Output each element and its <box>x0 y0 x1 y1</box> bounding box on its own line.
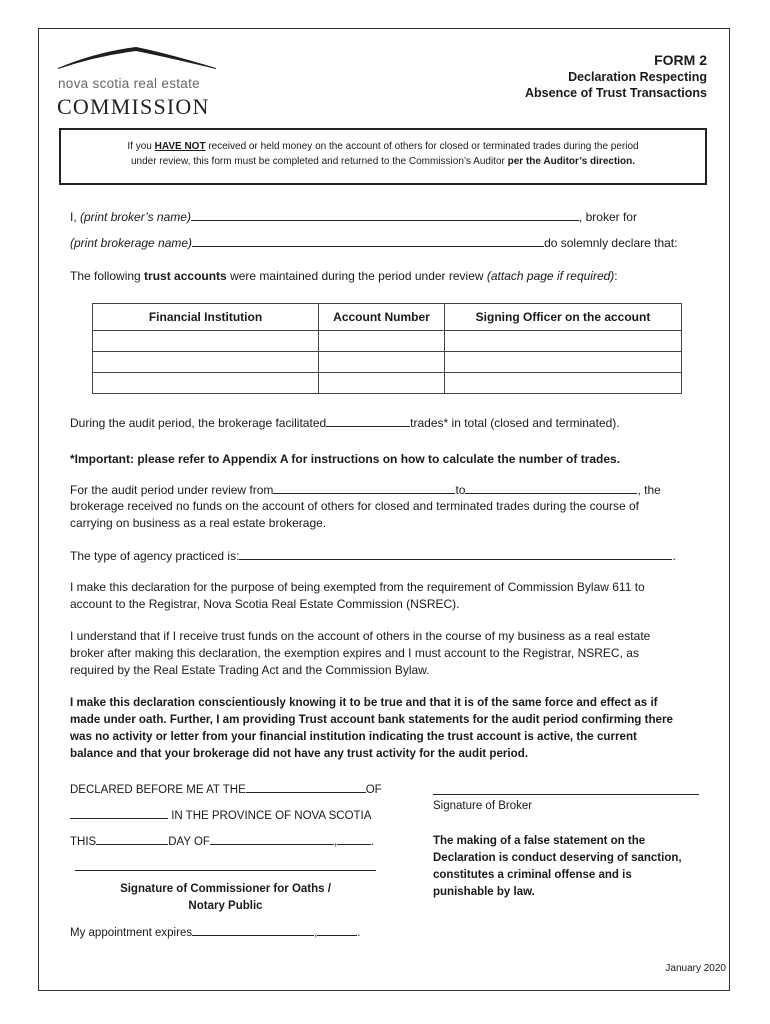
exempt-line2: account to the Registrar, Nova Scotia Real Estate Commission (NSREC). <box>70 597 460 611</box>
trust-accounts-intro <box>70 267 618 285</box>
appointment-date-field[interactable] <box>192 922 314 936</box>
broker-name-field[interactable] <box>191 207 579 221</box>
appointment-end: . <box>357 927 361 939</box>
cell-signing-officer[interactable] <box>445 352 682 373</box>
notice-emphasis: HAVE NOT <box>154 141 206 152</box>
declared-line1 <box>70 779 382 799</box>
broker-name-row <box>70 207 637 226</box>
broker-suffix: , broker for <box>578 210 637 224</box>
cell-account-number[interactable] <box>319 331 445 352</box>
table-row <box>93 331 682 352</box>
commissioner-signature-field[interactable] <box>75 870 376 871</box>
notice-line2 <box>61 154 705 169</box>
agency-type-field[interactable] <box>239 546 672 560</box>
trust-accounts-table <box>92 303 682 394</box>
logo-text-line1: nova scotia real estate <box>58 76 200 91</box>
audit-period-suffix: , the <box>637 483 661 497</box>
agency-end: . <box>672 549 676 563</box>
declared-of: OF <box>365 784 382 796</box>
header-signing-officer: Signing Officer on the account <box>445 304 682 331</box>
trust-intro-italic: (attach page if required) <box>486 269 615 283</box>
warning-line3: constitutes a criminal offense and is <box>433 869 632 881</box>
footer-date: January 2020 <box>665 963 726 974</box>
warning-line2: Declaration is conduct deserving of sanction, <box>433 852 682 864</box>
brokerage-suffix: do solemnly declare that: <box>544 236 678 250</box>
trust-intro-middle: were maintained during the period under review <box>226 269 487 283</box>
understand-line3: required by the Real Estate Trading Act and the Commission Bylaw. <box>70 663 430 677</box>
audit-period-to-field[interactable] <box>465 480 637 494</box>
conscientious-line2: made under oath. Further, I am providing Trust account bank statements for the audit period confirming there <box>70 713 673 726</box>
cell-account-number[interactable] <box>319 373 445 394</box>
audit-trades-row <box>70 413 620 432</box>
notice-line2-bold: per the Auditor’s direction. <box>507 156 636 167</box>
logo-text-line2: COMMISSION <box>57 94 210 119</box>
form-title-line2: Absence of Trust Transactions <box>525 86 707 100</box>
form-title-line1: Declaration Respecting <box>568 70 707 84</box>
declared-place-field[interactable] <box>246 779 366 793</box>
brokerage-name-row <box>70 233 677 252</box>
table-header-row <box>93 304 682 331</box>
declared-line2 <box>70 805 371 825</box>
table-row <box>93 373 682 394</box>
appointment-comma: , <box>314 927 318 939</box>
cell-account-number[interactable] <box>319 352 445 373</box>
exempt-line1: I make this declaration for the purpose of being exempted from the requirement of Commission Bylaw 611 to <box>70 580 645 594</box>
declared-end: . <box>371 836 375 848</box>
audit-period-line2: brokerage received no funds on the account of others for closed and terminated trades during the course of <box>70 499 640 513</box>
audit-trades-suffix: trades* in total (closed and terminated). <box>410 416 620 430</box>
warning-line1: The making of a false statement on the <box>433 835 646 847</box>
trust-intro-bold: trust accounts <box>144 269 227 283</box>
important-note: *Important: please refer to Appendix A for instructions on how to calculate the number of trades. <box>70 452 621 466</box>
appointment-label: My appointment expires <box>70 927 193 939</box>
cell-signing-officer[interactable] <box>445 331 682 352</box>
commissioner-label-line1: Signature of Commissioner for Oaths / <box>120 883 331 895</box>
header-financial-institution: Financial Institution <box>93 304 319 331</box>
declared-line3 <box>70 831 374 851</box>
form-heading <box>525 52 707 101</box>
declared-comma: , <box>333 836 338 848</box>
agency-label: The type of agency practiced is: <box>70 549 240 563</box>
declared-province: IN THE PROVINCE OF NOVA SCOTIA <box>168 810 372 822</box>
appointment-row <box>70 922 361 942</box>
cell-financial-institution[interactable] <box>93 373 319 394</box>
audit-period-from-field[interactable] <box>273 480 455 494</box>
agency-row <box>70 546 676 565</box>
declared-day-field[interactable] <box>96 831 168 845</box>
broker-name-label: (print broker’s name) <box>80 210 191 224</box>
form-number: FORM 2 <box>654 52 707 68</box>
trust-intro-suffix: : <box>614 269 618 283</box>
conscientious-line3: was no activity or letter from your financial institution indicating the trust account is active, the current <box>70 730 637 743</box>
cell-financial-institution[interactable] <box>93 352 319 373</box>
logo-roof-icon <box>56 44 218 74</box>
understand-line2: broker after making this declaration, the exemption expires and I must account to the Registrar, NSREC, as <box>70 646 639 660</box>
broker-signature-field[interactable] <box>433 794 699 795</box>
declared-county-field[interactable] <box>70 805 168 819</box>
notice-middle: received or held money on the account of others for closed or terminated trades during the period <box>205 141 639 152</box>
header-account-number: Account Number <box>319 304 445 331</box>
notice-prefix: If you <box>127 141 155 152</box>
audit-period-to: to <box>455 483 466 497</box>
commissioner-label-line2: Notary Public <box>188 900 263 912</box>
declared-year-field[interactable] <box>337 831 371 845</box>
notice-line1 <box>61 139 705 154</box>
warning-line4: punishable by law. <box>433 886 535 898</box>
trust-intro-prefix: The following <box>70 269 145 283</box>
declared-month-field[interactable] <box>210 831 334 845</box>
brokerage-name-field[interactable] <box>192 233 544 247</box>
cell-signing-officer[interactable] <box>445 373 682 394</box>
declared-day-of: DAY OF <box>168 836 210 848</box>
conscientious-line1: I make this declaration conscientiously knowing it to be true and that it is of the same force and effect as if <box>70 696 658 709</box>
notice-line2-text: under review, this form must be completed and returned to the Commission’s Auditor <box>130 156 508 167</box>
broker-prefix: I, <box>70 210 81 224</box>
trades-count-field[interactable] <box>326 413 410 427</box>
notice-box <box>59 128 707 185</box>
declared-prefix: DECLARED BEFORE ME AT THE <box>70 784 246 796</box>
cell-financial-institution[interactable] <box>93 331 319 352</box>
broker-signature-label: Signature of Broker <box>433 800 533 812</box>
audit-period-line3: carrying on business as a real estate brokerage. <box>70 516 327 530</box>
declared-this: THIS <box>70 836 97 848</box>
conscientious-line4: balance and that your brokerage did not have any trust activity for the audit period. <box>70 747 529 760</box>
understand-line1: I understand that if I receive trust funds on the account of others in the course of my business as a real estate <box>70 629 651 643</box>
table-row <box>93 352 682 373</box>
audit-trades-prefix: During the audit period, the brokerage facilitated <box>70 416 327 430</box>
brokerage-name-label: (print brokerage name) <box>70 236 193 250</box>
appointment-year-field[interactable] <box>317 922 357 936</box>
audit-period-prefix: For the audit period under review from <box>70 483 274 497</box>
